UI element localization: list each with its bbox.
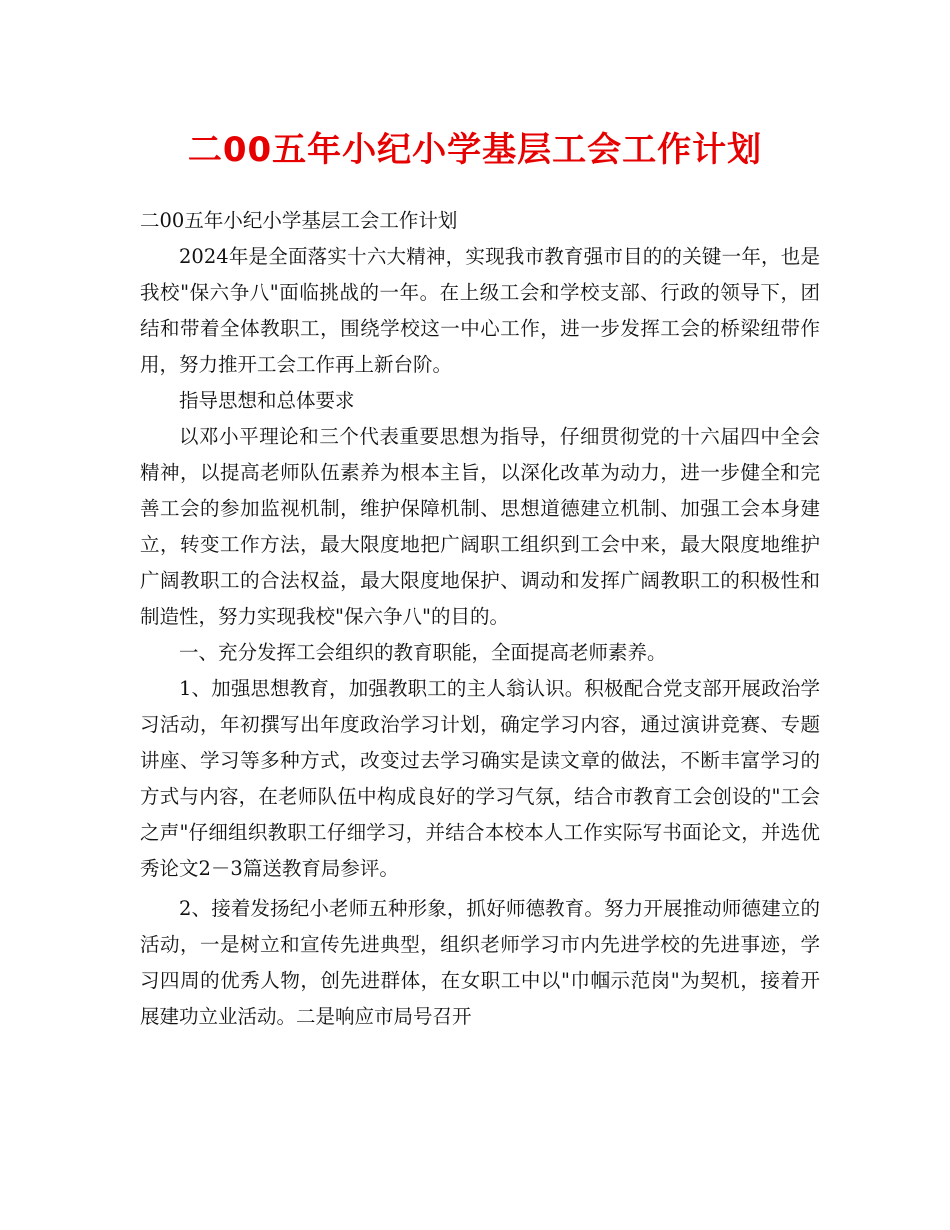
item-2-paragraph: 2、接着发扬纪小老师五种形象，抓好师德教育。努力开展推动师德建立的活动，一是树立和宣传先进典型，组织老师学习市内先进学校的先进事迹，学习四周的优秀人物，创先进群体，在女职工中以"巾帼示范岗"为契机，接着开展建功立业活动。二是响应市局号召开 xyxy=(140,897,820,1028)
section-heading-guiding-ideas: 指导思想和总体要求 xyxy=(179,389,355,412)
document-body xyxy=(140,203,820,1035)
item-1-paragraph: 1、加强思想教育，加强教职工的主人翁认识。积极配合党支部开展政治学习活动，年初撰写出年度政治学习计划，确定学习内容，通过演讲竞赛、专题讲座、学习等多种方式，改变过去学习确实是读文章的做法，不断丰富学习的方式与内容，在老师队伍中构成良好的学习气氛，结合市教育工会创设的"工会之声"仔细组织教职工仔细学习，并结合本校本人工作实际写书面论文，并选优秀论文2－3篇送教育局参评。 xyxy=(140,677,820,880)
subtitle-paragraph: 二00五年小纪小学基层工会工作计划 xyxy=(140,209,458,232)
guiding-ideas-paragraph: 以邓小平理论和三个代表重要思想为指导，仔细贯彻党的十六届四中全会精神，以提高老师队伍素养为根本主旨，以深化改革为动力，进一步健全和完善工会的参加监视机制，维护保障机制、思想道德建立机制、加强工会本身建立，转变工作方法，最大限度地把广阔职工组织到工会中来，最大限度地维护广阔教职工的合法权益，最大限度地保护、调动和发挥广阔教职工的积极性和制造性，努力实现我校"保六争八"的目的。 xyxy=(140,425,820,628)
document-title: 二00五年小纪小学基层工会工作计划 xyxy=(187,130,763,170)
intro-paragraph: 2024年是全面落实十六大精神，实现我市教育强市目的的关键一年，也是我校"保六争八"面临挑战的一年。在上级工会和学校支部、行政的领导下，团结和带着全体教职工，围绕学校这一中心工作，进一步发挥工会的桥梁纽带作用，努力推开工会工作再上新台阶。 xyxy=(140,245,820,376)
section-heading-1: 一、充分发挥工会组织的教育职能，全面提高老师素养。 xyxy=(179,641,667,664)
